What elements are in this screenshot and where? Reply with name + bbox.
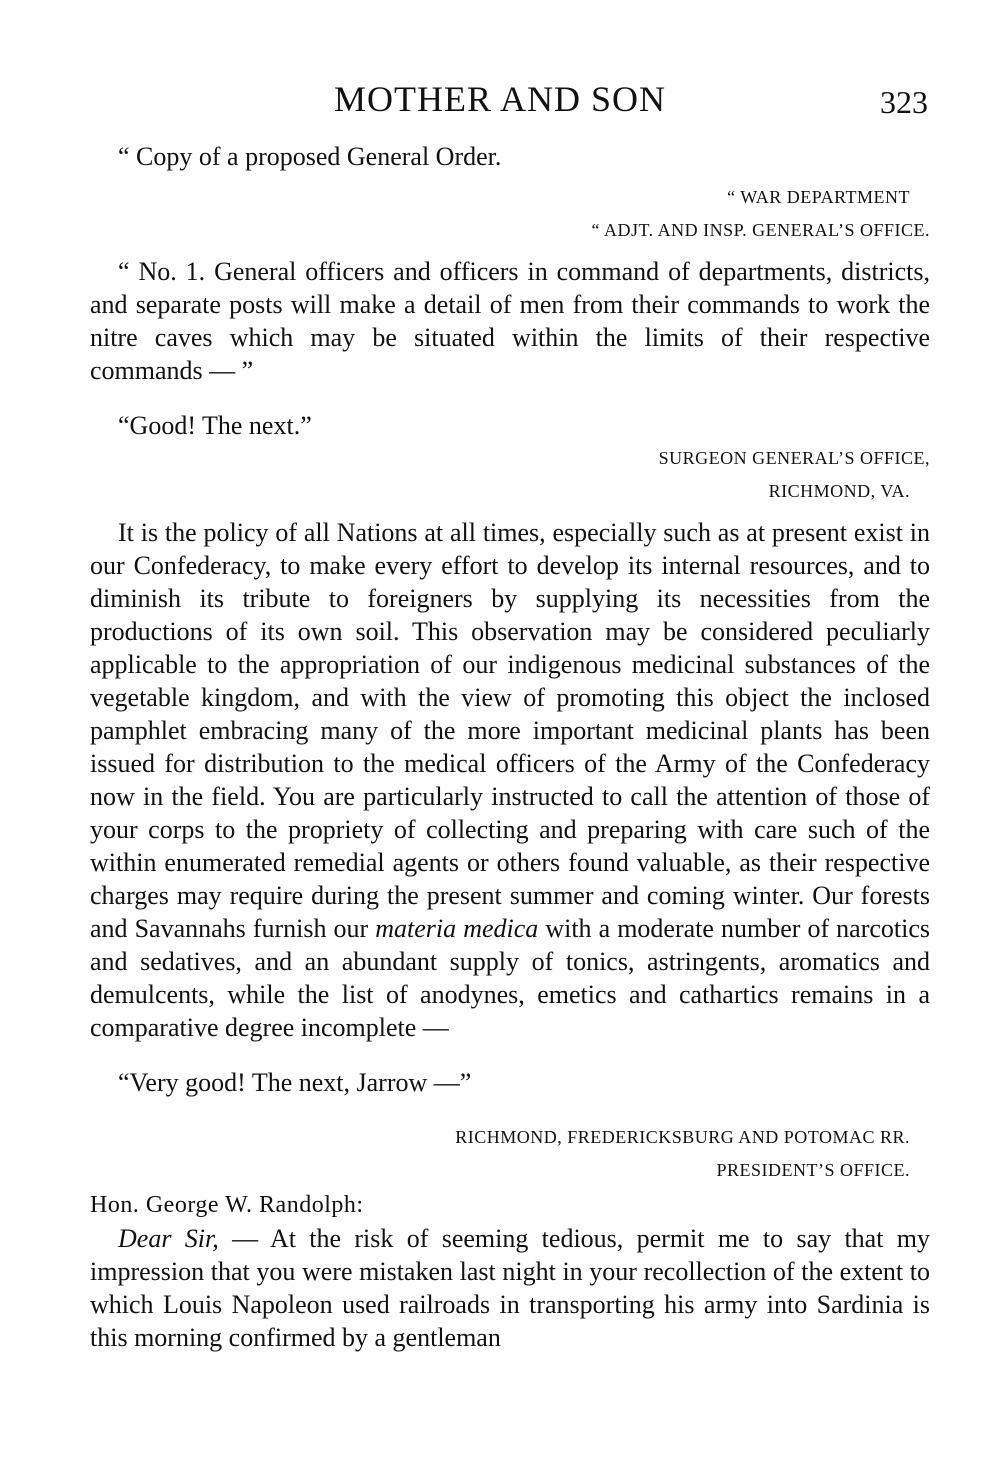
paragraph-policy <box>90 516 930 1044</box>
heading-adjt-office: “ ADJT. AND INSP. GENERAL’S OFFICE. <box>591 220 930 240</box>
heading-rfp-railroad: RICHMOND, FREDERICKSBURG AND POTOMAC RR. <box>455 1127 910 1147</box>
paragraph-letter <box>90 1222 930 1354</box>
running-head <box>0 78 1000 128</box>
heading-richmond-va: RICHMOND, VA. <box>768 481 910 501</box>
letter-dear-sir: Dear Sir, <box>118 1224 219 1253</box>
heading-surgeon-office: SURGEON GENERAL’S OFFICE, <box>658 448 930 468</box>
page-title: MOTHER AND SON <box>333 79 667 119</box>
heading-presidents-office: PRESIDENT’S OFFICE. <box>716 1160 910 1180</box>
salutation-line <box>90 1187 930 1222</box>
policy-text-start: It is the policy of all Nations at all times, especially such as at present exist in our Confederacy, to make every effort to develop its internal resources, and to diminish its tribute to foreigners by supplying its necessities from the productions of its own soil. This observation may be considered peculiarly applicable to the appropriation of our indigenous medicinal substances of the vegetable kingdom, and with the view of promoting this object the inclosed pamphlet embracing many of the more important medicinal plants has been issued for distribution to the medical officers of the Army of the Confederacy now in the field. You are particularly instructed to call the attention of those of your corps to the propriety of collecting and preparing with care such of the within enumerated remedial agents or others found valuable, as their respective charges may require during the present summer and coming winter. Our forests and Savannahs furnish our <box>90 518 930 943</box>
salutation-name: Hon. George W. Randolph: <box>90 1192 364 1218</box>
page-number: 323 <box>880 84 928 120</box>
page-body <box>90 140 930 1354</box>
heading-war-department: “ WAR DEPARTMENT <box>727 187 910 207</box>
paragraph-copy-order: “ Copy of a proposed General Order. <box>118 142 502 171</box>
paragraph-order-no-1: “ No. 1. General officers and officers in command of departments, districts, and separate posts will make a detail of men from their commands to work the nitre caves which may be situated within the limits of their respective commands — ” <box>90 257 930 385</box>
letter-text: — At the risk of seeming tedious, permit me to say that my impression that you were mistaken last night in your recollection of the extent to which Louis Napoleon used railroads in transporting his army into Sardinia is this morning confirmed by a gentleman <box>90 1224 930 1352</box>
policy-text-italic: materia medica <box>375 914 539 943</box>
paragraph-very-good: “Very good! The next, Jarrow —” <box>118 1068 472 1097</box>
policy-text-end: with a moderate number of narcotics and sedatives, and an abundant supply of tonics, astringents, aromatics and demulcents, while the list of anodynes, emetics and cathartics remains in a comparative degree incomplete — <box>90 914 930 1042</box>
paragraph-good-next: “Good! The next.” <box>118 411 312 440</box>
